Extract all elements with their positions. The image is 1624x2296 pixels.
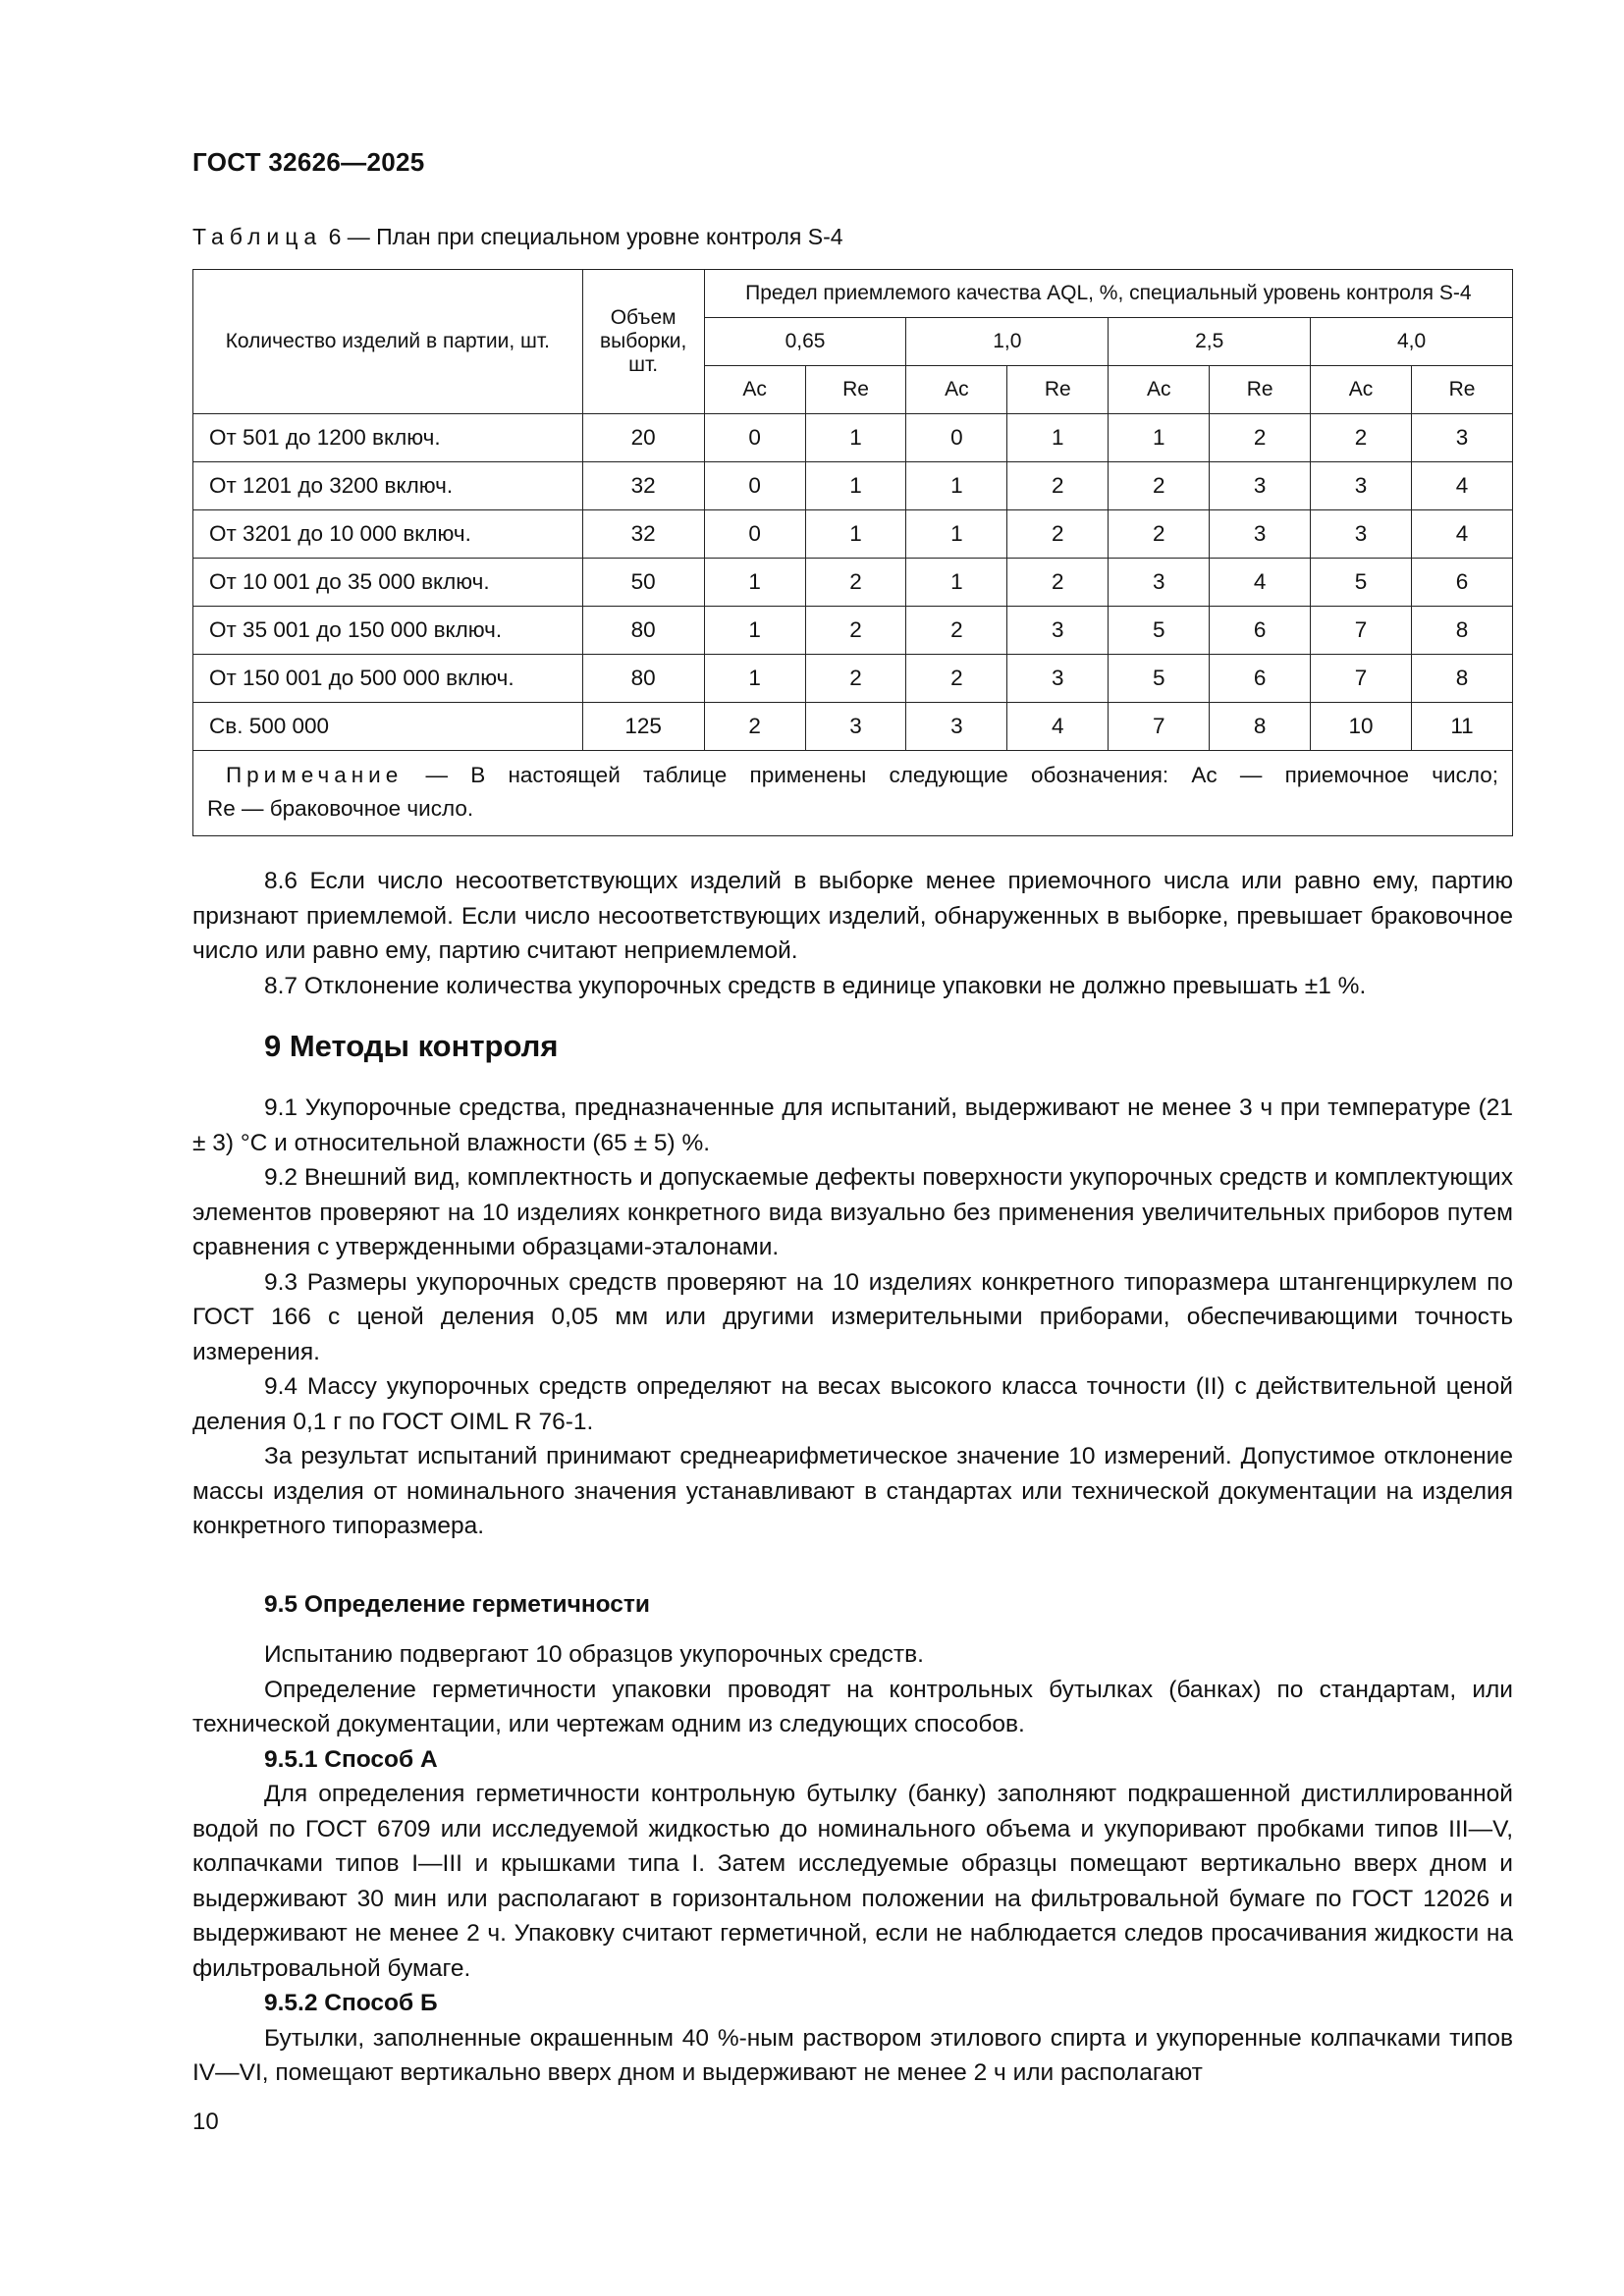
ac-value: 1 [704, 655, 805, 703]
body-block-9-5 [192, 1587, 1513, 1623]
row-sample-size: 50 [582, 559, 704, 607]
re-value: 3 [805, 703, 906, 751]
row-label: От 35 001 до 150 000 включ. [193, 607, 583, 655]
note-label: Примечание [226, 763, 404, 787]
row-label: От 3201 до 10 000 включ. [193, 510, 583, 559]
re-value: 2 [1007, 559, 1109, 607]
page-number: 10 [192, 2109, 219, 2135]
subsection-heading: 9.5 Определение герметичности [264, 1591, 650, 1618]
column-header-sample-size: Объем выборки, шт. [582, 270, 704, 414]
row-label: От 501 до 1200 включ. [193, 414, 583, 462]
re-value: 2 [805, 655, 906, 703]
re-header: Re [805, 366, 906, 414]
paragraph-9-5a: Испытанию подвергают 10 образцов укупорочных средств. [264, 1641, 924, 1668]
re-value: 3 [1210, 510, 1311, 559]
paragraph-9-4: 9.4 Массу укупорочных средств определяют на весах высокого класса точности (II) с действительной ценой деления 0,1 г по ГОСТ OIML R 76-1. [192, 1373, 1513, 1435]
re-value: 6 [1210, 655, 1311, 703]
paragraph-9-5b: Определение герметичности упаковки проводят на контрольных бутылках (банках) по стандартам, или технической документации, или чертежам одним из следующих способов. [192, 1676, 1513, 1737]
ac-value: 0 [704, 462, 805, 510]
ac-header: Ac [704, 366, 805, 414]
paragraph-9-4b: За результат испытаний принимают среднеарифметическое значение 10 измерений. Допустимое отклонение массы изделия от номинального значения устанавливают в стандартах или технической документации на изделия конкретного типоразмера. [192, 1443, 1513, 1539]
table-caption-label: Таблица [192, 224, 323, 249]
row-sample-size: 80 [582, 655, 704, 703]
re-value: 3 [1411, 414, 1512, 462]
ac-header: Ac [1311, 366, 1412, 414]
column-header-quantity: Количество изделий в партии, шт. [193, 270, 583, 414]
re-value: 11 [1411, 703, 1512, 751]
re-value: 2 [1007, 510, 1109, 559]
table-caption-text: 6 — План при специальном уровне контроля S-4 [328, 224, 843, 249]
ac-value: 1 [906, 462, 1007, 510]
document-header: ГОСТ 32626—2025 [192, 147, 425, 177]
aql-level: 1,0 [906, 318, 1109, 366]
table-caption [192, 224, 843, 250]
ac-value: 3 [1311, 462, 1412, 510]
table-row [193, 510, 1513, 559]
re-header: Re [1007, 366, 1109, 414]
ac-value: 2 [1109, 510, 1210, 559]
aql-level: 2,5 [1109, 318, 1311, 366]
re-value: 1 [1007, 414, 1109, 462]
ac-value: 1 [1109, 414, 1210, 462]
ac-value: 1 [704, 607, 805, 655]
re-value: 4 [1007, 703, 1109, 751]
ac-value: 2 [1109, 462, 1210, 510]
re-value: 2 [805, 559, 906, 607]
ac-value: 5 [1311, 559, 1412, 607]
subsection-heading-9-5-1: 9.5.1 Способ А [264, 1745, 438, 1773]
re-value: 8 [1411, 607, 1512, 655]
ac-value: 1 [704, 559, 805, 607]
ac-value: 7 [1109, 703, 1210, 751]
re-value: 6 [1210, 607, 1311, 655]
row-sample-size: 20 [582, 414, 704, 462]
re-value: 4 [1210, 559, 1311, 607]
row-label: От 1201 до 3200 включ. [193, 462, 583, 510]
paragraph-9-1: 9.1 Укупорочные средства, предназначенные для испытаний, выдерживают не менее 3 ч при температуре (21 ± 3) °С и относительной влажности (65 ± 5) %. [192, 1095, 1513, 1156]
re-value: 3 [1007, 655, 1109, 703]
re-value: 8 [1210, 703, 1311, 751]
paragraph-9-5-2: Бутылки, заполненные окрашенным 40 %-ным раствором этилового спирта и укупоренные колпачками типов IV—VI, помещают вертикально вверх дном и выдерживают не менее 2 ч или располагают [192, 2024, 1513, 2086]
aql-level: 4,0 [1311, 318, 1513, 366]
table-body [193, 414, 1513, 751]
re-value: 1 [805, 510, 906, 559]
re-value: 6 [1411, 559, 1512, 607]
re-value: 2 [805, 607, 906, 655]
aql-level: 0,65 [704, 318, 906, 366]
table-row [193, 703, 1513, 751]
body-block-9 [192, 1091, 1513, 1544]
row-sample-size: 80 [582, 607, 704, 655]
subsection-heading-9-5-2: 9.5.2 Способ Б [264, 1990, 438, 2016]
row-label: Св. 500 000 [193, 703, 583, 751]
table-row [193, 607, 1513, 655]
row-sample-size: 32 [582, 462, 704, 510]
table-row [193, 462, 1513, 510]
row-label: От 10 001 до 35 000 включ. [193, 559, 583, 607]
ac-value: 2 [906, 655, 1007, 703]
table-note [193, 751, 1513, 836]
paragraph-9-3: 9.3 Размеры укупорочных средств проверяют на 10 изделиях конкретного типоразмера штангенциркулем по ГОСТ 166 с ценой деления 0,05 мм или другими измерительными приборами, обеспечивающими точность измерения. [192, 1268, 1513, 1365]
ac-value: 7 [1311, 655, 1412, 703]
table-row [193, 414, 1513, 462]
paragraph-8-7: 8.7 Отклонение количества укупорочных средств в единице упаковки не должно превышать ±1 %. [264, 972, 1367, 999]
ac-value: 10 [1311, 703, 1412, 751]
re-value: 2 [1210, 414, 1311, 462]
re-value: 8 [1411, 655, 1512, 703]
table-row [193, 559, 1513, 607]
re-value: 3 [1007, 607, 1109, 655]
table-row [193, 655, 1513, 703]
re-value: 4 [1411, 462, 1512, 510]
paragraph-8-6: 8.6 Если число несоответствующих изделий в выборке менее приемочного числа или равно ему, партию признают приемлемой. Если число несоответствующих изделий, обнаруженных в выборке, превышает браковочное число или равно ему, партию считают неприемлемой. [192, 868, 1513, 964]
ac-header: Ac [1109, 366, 1210, 414]
paragraph-9-2: 9.2 Внешний вид, комплектность и допускаемые дефекты поверхности укупорочных средств и комплектующих элементов проверяют на 10 изделиях конкретного вида визуально без применения увеличительных приборов путем сравнения с утвержденными образцами-эталонами. [192, 1164, 1513, 1260]
row-sample-size: 32 [582, 510, 704, 559]
re-value: 2 [1007, 462, 1109, 510]
sampling-plan-table [192, 269, 1513, 836]
paragraph-9-5-1: Для определения герметичности контрольную бутылку (банку) заполняют подкрашенной дистиллированной водой по ГОСТ 6709 или исследуемой жидкостью до номинального объема и укупоривают пробками типов III—V, колпачками типов I—III и крышками типа I. Затем исследуемые образцы помещают вертикально вверх дном и выдерживают 30 мин или располагают в горизонтальном положении на фильтровальной бумаге по ГОСТ 12026 и выдерживают не менее 2 ч. Упаковку считают герметичной, если не наблюдается следов просачивания жидкости на фильтровальной бумаге. [192, 1781, 1513, 1982]
ac-value: 0 [704, 414, 805, 462]
re-header: Re [1210, 366, 1311, 414]
ac-value: 5 [1109, 655, 1210, 703]
ac-value: 5 [1109, 607, 1210, 655]
re-header: Re [1411, 366, 1512, 414]
body-block-9-5-text [192, 1637, 1513, 2091]
ac-value: 1 [906, 559, 1007, 607]
ac-value: 2 [906, 607, 1007, 655]
re-value: 4 [1411, 510, 1512, 559]
ac-value: 1 [906, 510, 1007, 559]
ac-value: 3 [1109, 559, 1210, 607]
row-label: От 150 001 до 500 000 включ. [193, 655, 583, 703]
ac-value: 7 [1311, 607, 1412, 655]
column-header-aql: Предел приемлемого качества AQL, %, специальный уровень контроля S-4 [704, 270, 1512, 318]
re-value: 1 [805, 462, 906, 510]
ac-header: Ac [906, 366, 1007, 414]
re-value: 3 [1210, 462, 1311, 510]
body-block-8 [192, 864, 1513, 1003]
ac-value: 0 [704, 510, 805, 559]
note-text: — В настоящей таблице применены следующие обозначения: Ac — приемочное число; [425, 763, 1498, 787]
ac-value: 3 [1311, 510, 1412, 559]
ac-value: 3 [906, 703, 1007, 751]
section-9-heading-block [192, 1027, 1513, 1066]
section-heading: 9 Методы контроля [264, 1029, 559, 1063]
ac-value: 2 [704, 703, 805, 751]
ac-value: 0 [906, 414, 1007, 462]
row-sample-size: 125 [582, 703, 704, 751]
note-text-2: Re — браковочное число. [207, 796, 474, 821]
re-value: 1 [805, 414, 906, 462]
ac-value: 2 [1311, 414, 1412, 462]
